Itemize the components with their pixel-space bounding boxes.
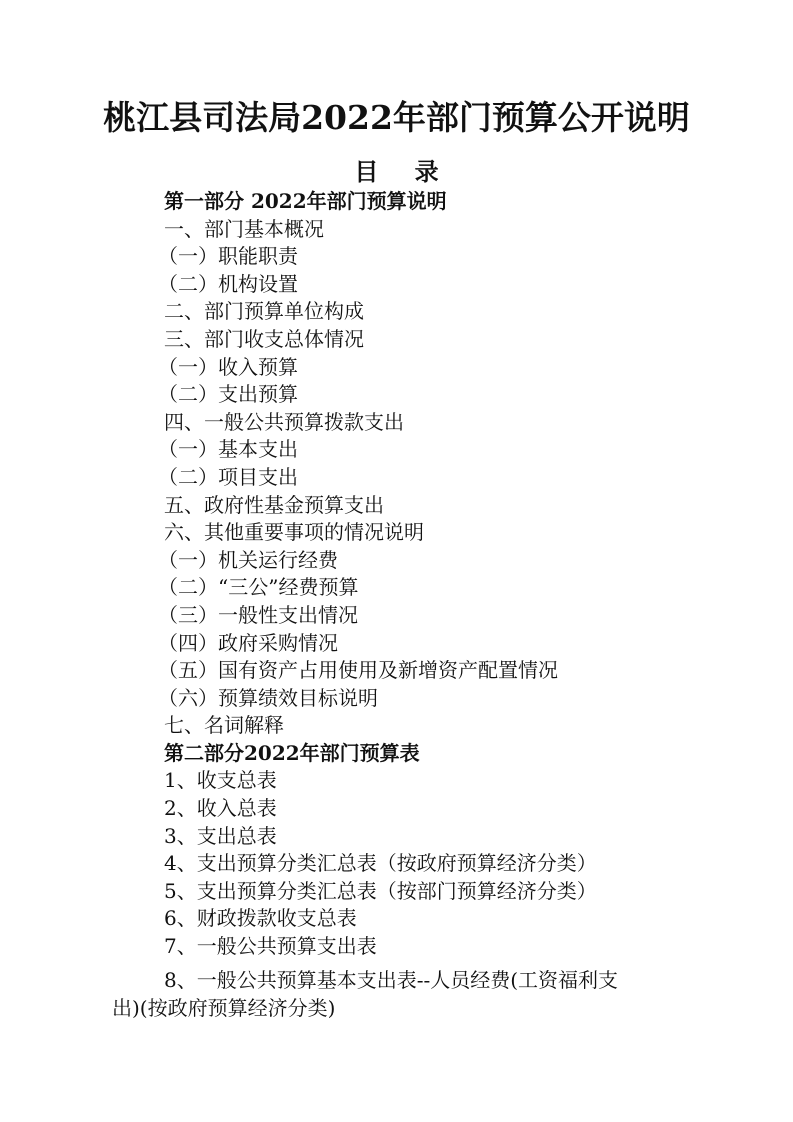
toc-entry: （一）职能职责: [158, 244, 298, 269]
toc-heading: 目 录: [354, 157, 453, 186]
toc-part-heading: 第二部分2022年部门预算表: [164, 740, 420, 765]
toc-entry: 五、政府性基金预算支出: [164, 492, 384, 517]
page-title: 桃江县司法局2022年部门预算公开说明: [103, 98, 690, 137]
toc-entry: （二）机构设置: [158, 271, 298, 296]
toc-entry: （一）收入预算: [158, 354, 298, 379]
toc-entry: 3、支出总表: [164, 823, 277, 848]
toc-entry: （二）项目支出: [158, 464, 298, 489]
toc-item-8-line1: 8、一般公共预算基本支出表--人员经费(工资福利支: [164, 968, 619, 992]
toc-entry: 七、名词解释: [164, 713, 284, 738]
toc-entry: （二）支出预算: [158, 382, 298, 407]
toc-entry: （二）“三公”经费预算: [158, 575, 359, 600]
toc-entry: 六、其他重要事项的情况说明: [164, 520, 424, 545]
toc-item-8: [112, 967, 692, 1022]
toc-entry: （五）国有资产占用使用及新增资产配置情况: [158, 658, 558, 683]
toc-entry: （四）政府采购情况: [158, 630, 338, 655]
toc-entry: 一、部门基本概况: [164, 216, 324, 241]
toc-entry: 7、一般公共预算支出表: [164, 934, 377, 959]
toc-part-heading: 第一部分 2022年部门预算说明: [164, 189, 447, 213]
toc-entry: 2、收入总表: [164, 796, 277, 821]
toc-entry: 1、收支总表: [164, 768, 277, 793]
toc-entry: （三）一般性支出情况: [158, 602, 358, 627]
toc-entry: （六）预算绩效目标说明: [158, 685, 378, 710]
toc-item-8-line2: 出)(按政府预算经济分类): [112, 995, 336, 1020]
toc-entry: 5、支出预算分类汇总表（按部门预算经济分类）: [164, 878, 597, 903]
table-of-contents: [158, 188, 724, 961]
toc-entry: （一）基本支出: [158, 437, 298, 462]
toc-entry: 四、一般公共预算拨款支出: [164, 409, 404, 434]
toc-entry: 4、支出预算分类汇总表（按政府预算经济分类）: [164, 851, 597, 876]
toc-entry: 三、部门收支总体情况: [164, 326, 364, 351]
toc-entry: 6、财政拨款收支总表: [164, 906, 357, 931]
toc-entry: （一）机关运行经费: [158, 547, 338, 572]
toc-entry: 二、部门预算单位构成: [164, 299, 364, 324]
